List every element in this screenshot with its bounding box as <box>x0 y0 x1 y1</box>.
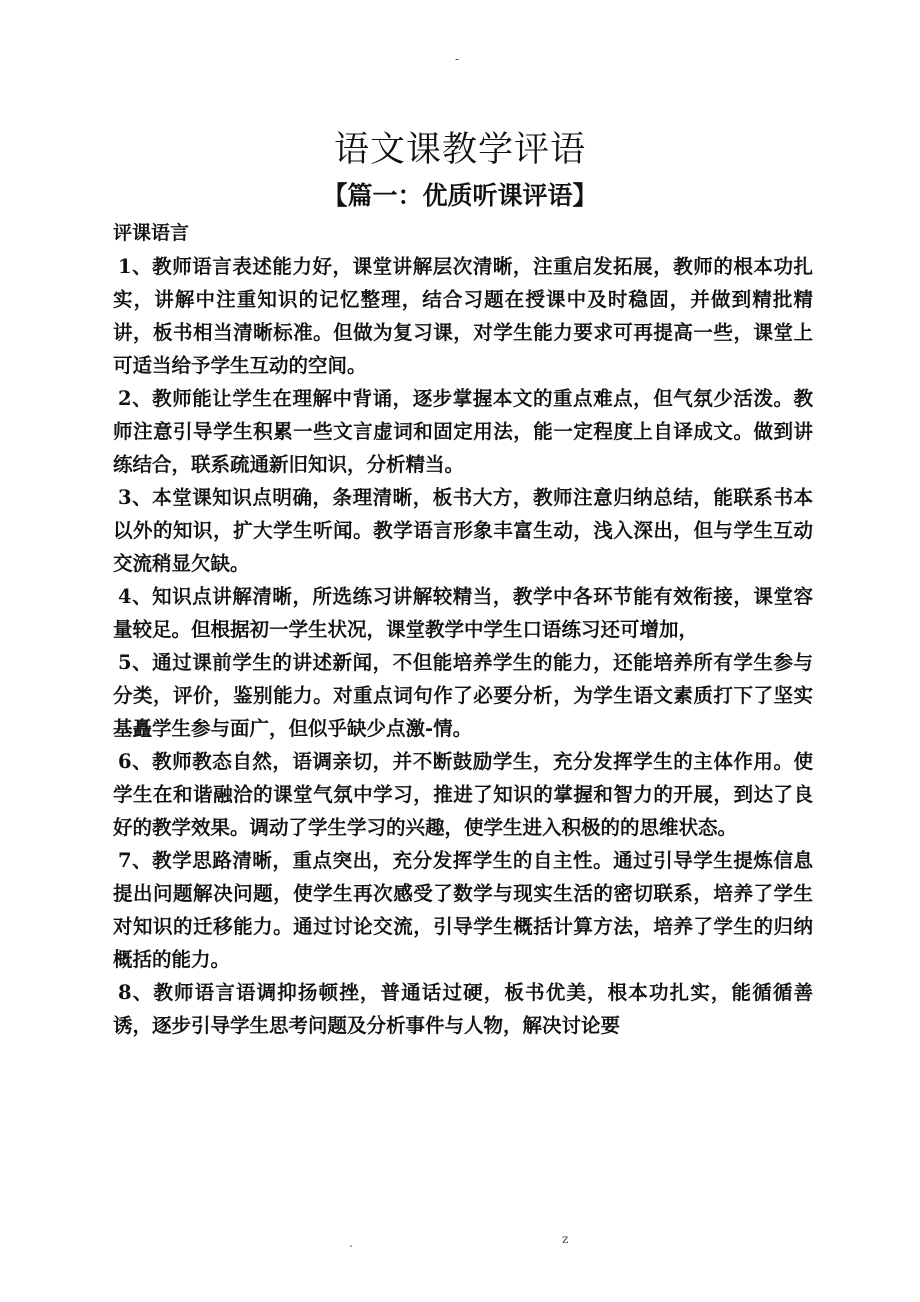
paragraph-7: 7、教学思路清晰，重点突出，充分发挥学生的自主性。通过引导学生提炼信息提出问题解决问题，使学生再次感受了数学与现实生活的密切联系，培养了学生对知识的迁移能力。通过讨论交流，引导学生概括计算方法，培养了学生的归纳概括的能力。 <box>113 849 813 971</box>
header-mark: - <box>455 52 460 66</box>
paragraph-8: 8、教师语言语调抑扬顿挫，普通话过硬，板书优美，根本功扎实，能循循善诱，逐步引导学生思考问题及分析事件与人物，解决讨论要 <box>113 981 813 1037</box>
paragraph-6: 6、教师教态自然，语调亲切，并不断鼓励学生，充分发挥学生的主体作用。使学生在和谐融洽的课堂气氛中学习，推进了知识的掌握和智力的开展，到达了良好的教学效果。调动了学生学习的兴趣，使学生进入积极的的思维状态。 <box>113 750 813 839</box>
paragraph-2: 2、教师能让学生在理解中背诵，逐步掌握本文的重点难点，但气氛少活泼。教师注意引导学生积累一些文言虚词和固定用法，能一定程度上自译成文。做到讲练结合，联系疏通新旧知识，分析精当。 <box>113 387 813 476</box>
footer-dot: . <box>349 1236 353 1250</box>
paragraph-5: 5、通过课前学生的讲述新闻，不但能培养学生的能力，还能培养所有学生参与分类，评价，鉴别能力。对重点词句作了必要分析，为学生语文素质打下了坚实基矗学生参与面广，但似乎缺少点激-情。 <box>113 651 813 740</box>
section-label: 评课语言 <box>113 222 190 244</box>
body-text <box>113 250 813 1042</box>
document-subtitle: 【篇一：优质听课评语】 <box>322 181 598 210</box>
document-title: 语文课教学评语 <box>333 130 586 170</box>
paragraph-3: 3、本堂课知识点明确，条理清晰，板书大方，教师注意归纳总结，能联系书本以外的知识，扩大学生听闻。教学语言形象丰富生动，浅入深出，但与学生互动交流稍显欠缺。 <box>113 486 813 575</box>
paragraph-1: 1、教师语言表述能力好，课堂讲解层次清晰，注重启发拓展，教师的根本功扎实，讲解中注重知识的记忆整理，结合习题在授课中及时稳固，并做到精批精讲，板书相当清晰标准。但做为复习课，对学生能力要求可再提高一些，课堂上可适当给予学生互动的空间。 <box>113 255 813 377</box>
footer-mark: z <box>562 1232 569 1246</box>
paragraph-4: 4、知识点讲解清晰，所选练习讲解较精当，教学中各环节能有效衔接，课堂容量较足。但根据初一学生状况，课堂教学中学生口语练习还可增加， <box>113 585 813 641</box>
